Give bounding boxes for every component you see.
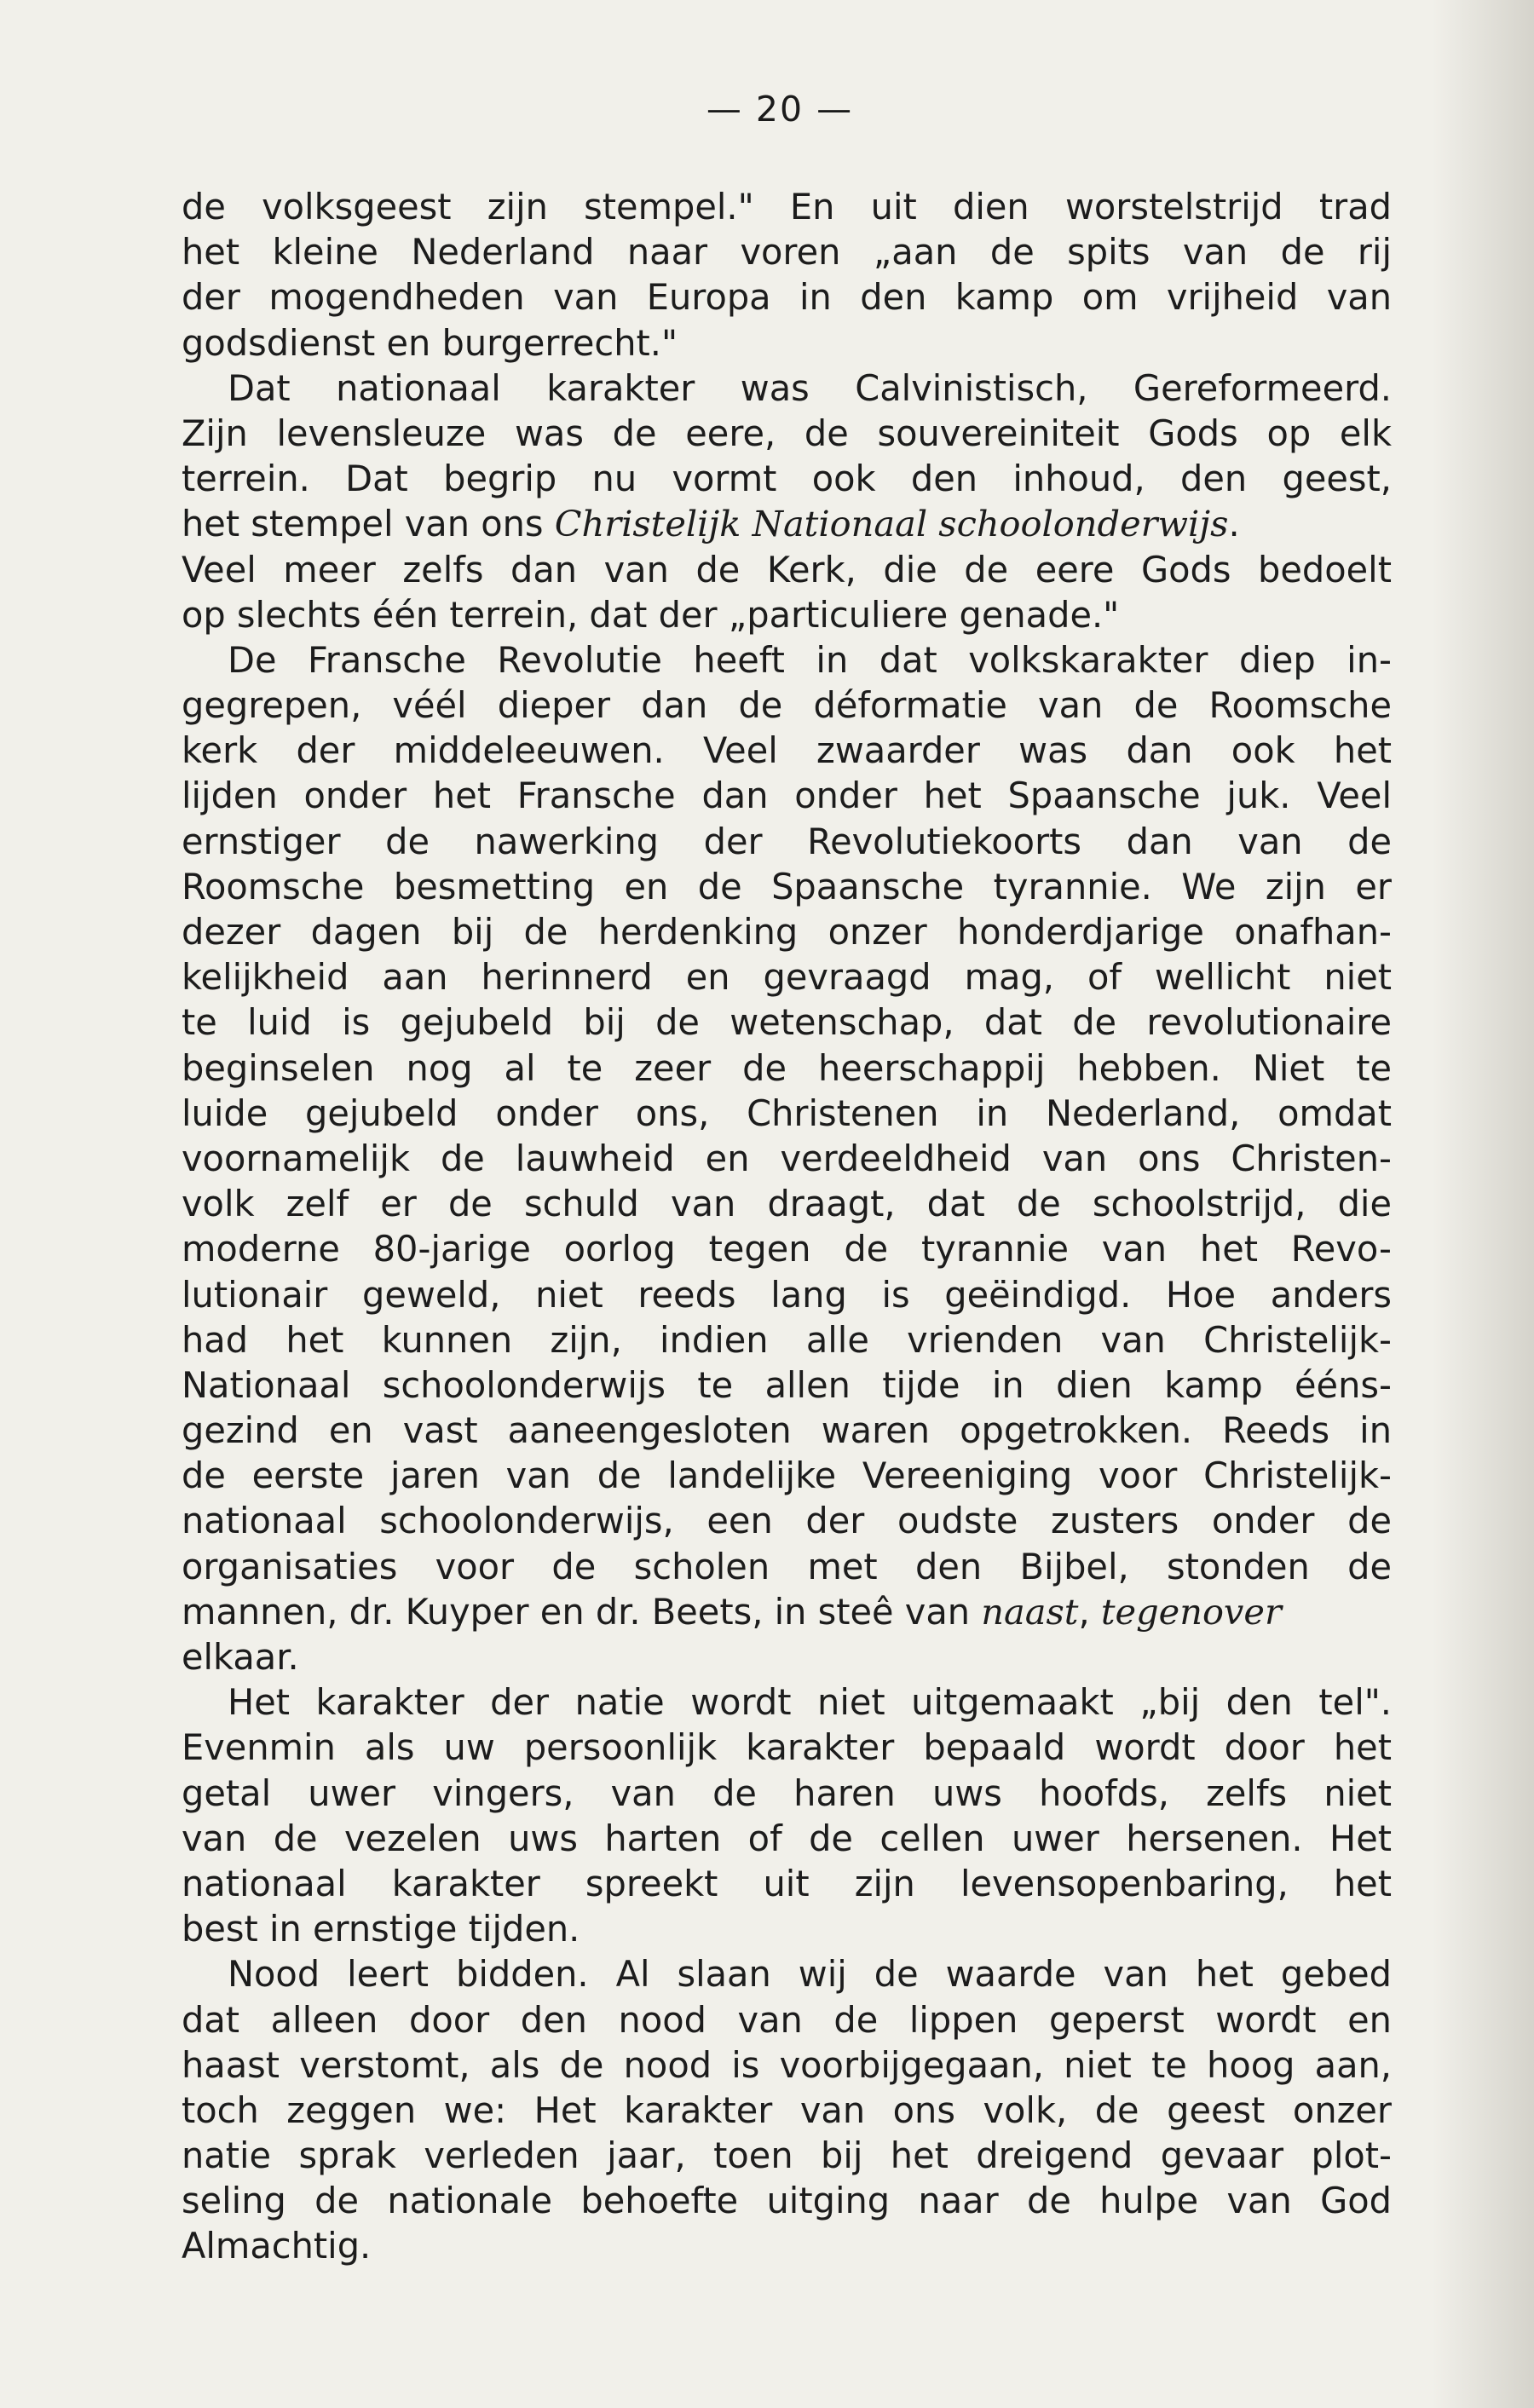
text-line [182,637,1392,683]
text-run: terrein. Dat begrip nu vormt ook den inhoud, den geest, [182,458,1392,500]
text-run: best in ernstige tijden. [182,1908,580,1950]
text-line [182,2178,1392,2223]
text-line [182,1453,1392,1498]
text-run: Nationaal schoolonderwijs te allen tijde in dien kamp ééns- [182,1363,1392,1406]
text-run: mannen, dr. Kuyper en dr. Beets, in steê van [182,1590,982,1633]
text-run: de volksgeest zijn stempel." En uit dien worstelstrijd trad [182,186,1392,228]
text-run: Roomsche besmetting en de Spaansche tyrannie. We zijn er [182,865,1392,907]
page-number: — 20 — [706,89,854,130]
text-line [182,1317,1392,1362]
text-line [182,456,1392,501]
text-run: te luid is gejubeld bij de wetenschap, dat de revolutionaire [182,1001,1392,1044]
text-line [182,2223,1392,2268]
text-run: nationaal schoolonderwijs, een der oudste zusters onder de [182,1500,1392,1542]
text-run: lijden onder het Fransche dan onder het Spaansche juk. Veel [182,775,1392,817]
text-line [182,366,1392,411]
text-line [182,1951,1392,1996]
body-text [182,184,1392,2269]
text-line [182,773,1392,818]
text-run: beginselen nog al te zeer de heerschappij hebben. Niet te [182,1046,1392,1089]
text-line [182,819,1392,864]
text-line [182,411,1392,456]
text-line [182,229,1392,274]
text-run: luide gejubeld onder ons, Christenen in Nederland, omdat [182,1092,1392,1134]
text-line [182,954,1392,999]
italic-text: tegenover [1100,1590,1282,1633]
text-run: kelijkheid aan herinnerd en gevraagd mag, of wellicht niet [182,956,1392,999]
text-line [182,1771,1392,1816]
text-run: volk zelf er de schuld van draagt, dat de schoolstrijd, die [182,1183,1392,1225]
text-line [182,274,1392,320]
text-run: het stempel van ons [182,503,555,545]
text-run: toch zeggen we: Het karakter van ons volk, de geest onzer [182,2088,1392,2131]
text-run: seling de nationale behoefte uitging naar de hulpe van God [182,2180,1392,2222]
text-line [182,1181,1392,1226]
text-line [182,320,1392,366]
text-run: elkaar. [182,1636,299,1678]
text-run: van de vezelen uws harten of de cellen uwer hersenen. Het [182,1817,1392,1859]
italic-text: Christelijk Nationaal schoolonderwijs [554,503,1229,545]
text-run: moderne 80-jarige oorlog tegen de tyrannie van het Revo- [182,1228,1392,1270]
text-run: getal uwer vingers, van de haren uws hoofds, zelfs niet [182,1771,1392,1814]
text-line [182,1861,1392,1906]
text-run: gegrepen, véél dieper dan de déformatie van de Roomsche [182,684,1392,727]
text-line [182,2133,1392,2178]
text-line [182,1634,1392,1679]
text-line [182,592,1392,637]
text-line [182,1544,1392,1589]
text-line [182,1046,1392,1091]
text-run: der mogendheden van Europa in den kamp om vrijheid van [182,276,1392,319]
text-line [182,1408,1392,1453]
text-run: ernstiger de nawerking der Revolutiekoorts dan van de [182,820,1392,862]
text-run: Zijn levensleuze was de eere, de souvereiniteit Gods op elk [182,412,1392,454]
text-run: organisaties voor de scholen met den Bijbel, stonden de [182,1545,1392,1587]
text-line [182,864,1392,909]
text-run: Het karakter der natie wordt niet uitgemaakt „bij den tel". [228,1681,1392,1724]
text-run: nationaal karakter spreekt uit zijn levensopenbaring, het [182,1862,1392,1904]
text-line [182,1226,1392,1271]
text-run: het kleine Nederland naar voren „aan de spits van de rij [182,231,1392,274]
text-line [182,547,1392,592]
text-run: gezind en vast aaneengesloten waren opgetrokken. Reeds in [182,1409,1392,1452]
text-run: Almachtig. [182,2225,372,2267]
text-line [182,683,1392,728]
text-line [182,2042,1392,2088]
text-line [182,501,1392,546]
text-run: De Fransche Revolutie heeft in dat volkskarakter diep in- [228,638,1392,681]
text-run: voornamelijk de lauwheid en verdeeldheid van ons Christen- [182,1137,1392,1179]
text-line [182,1589,1392,1634]
text-run: haast verstomt, als de nood is voorbijgegaan, niet te hoog aan, [182,2043,1392,2086]
text-run: had het kunnen zijn, indien alle vrienden van Christelijk- [182,1318,1392,1361]
text-line [182,1498,1392,1543]
text-line [182,1272,1392,1317]
text-run: godsdienst en burgerrecht." [182,321,678,364]
text-run: natie sprak verleden jaar, toen bij het dreigend gevaar plot- [182,2134,1392,2177]
text-run: de eerste jaren van de landelijke Vereeniging voor Christelijk- [182,1455,1392,1497]
text-line [182,1816,1392,1861]
text-run: Dat nationaal karakter was Calvinistisch, Gereformeerd. [228,366,1392,409]
text-run: dezer dagen bij de herdenking onzer honderdjarige onafhan- [182,911,1392,953]
text-line [182,1997,1392,2042]
text-line [182,1725,1392,1770]
text-line [182,1906,1392,1951]
text-line [182,909,1392,954]
text-line [182,1679,1392,1725]
text-line [182,184,1392,229]
text-run: dat alleen door den nood van de lippen geperst wordt en [182,1998,1392,2041]
text-run: , [1078,1590,1101,1633]
text-line [182,1136,1392,1181]
text-run: . [1228,503,1240,545]
text-line [182,1362,1392,1408]
text-run: Evenmin als uw persoonlijk karakter bepaald wordt door het [182,1726,1392,1769]
text-run: lutionair geweld, niet reeds lang is geëindigd. Hoe anders [182,1273,1392,1316]
text-line [182,728,1392,773]
text-line [182,999,1392,1045]
text-run: kerk der middeleeuwen. Veel zwaarder was dan ook het [182,729,1392,772]
text-line [182,2088,1392,2133]
text-run: Veel meer zelfs dan van de Kerk, die de eere Gods bedoelt [182,548,1392,590]
text-line [182,1091,1392,1136]
text-run: op slechts één terrein, dat der „particuliere genade." [182,593,1120,636]
italic-text: naast [981,1590,1079,1633]
text-run: Nood leert bidden. Al slaan wij de waarde van het gebed [228,1953,1392,1996]
